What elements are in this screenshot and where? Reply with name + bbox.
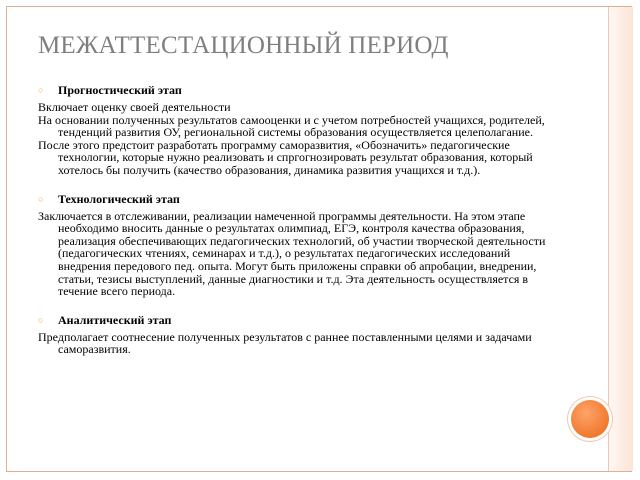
- stage-heading-label: Аналитический этап: [58, 312, 172, 327]
- stage-paragraph: Заключается в отслеживании, реализации намеченной программы деятельности. На этом этапе необходимо вносить данные о результатах олимпиад, ЕГЭ, контроля качества образования, реализация обеспечивающих педагогических технологий, об участии творческой деятельности (педагогических чтениях, семинарах и т.д.), о результатах педагогических исследований внедрения передового пед. опыта. Могут быть приложены справки об апробации, внедрении, статьи, тезисы выступлений, данные диагностики и т.д. Эта деятельность осуществляется в течение всего периода.: [38, 208, 546, 299]
- right-decorative-band: [609, 7, 633, 471]
- slide-title: МЕЖАТТЕСТАЦИОННЫЙ ПЕРИОД: [38, 32, 449, 59]
- stage-paragraph: Включает оценку своей деятельности: [38, 100, 231, 114]
- orange-circle-decoration: [571, 400, 609, 438]
- slide-content: [38, 83, 558, 356]
- circle-bullet-icon: ○: [38, 193, 44, 204]
- stage-heading: [38, 313, 558, 327]
- stage-paragraph: На основании полученных результатов самооценки и с учетом потребностей учащихся, родителей, тенденций развития ОУ, региональной системы образования осуществляется целеполагание.: [38, 112, 545, 140]
- stage-technological: [38, 192, 558, 298]
- stage-analytical: [38, 313, 558, 356]
- stage-heading: [38, 192, 558, 206]
- circle-bullet-icon: ○: [38, 314, 44, 325]
- circle-bullet-icon: ○: [38, 85, 44, 95]
- stage-heading: [38, 83, 558, 97]
- stage-prognostic: [38, 83, 558, 177]
- stage-heading-label: Прогностический этап: [58, 83, 182, 97]
- stage-paragraph: После этого предстоит разработать программу саморазвития, «Обозначить» педагогические технологии, которые нужно реализовать и спргогнозировать результат образования, который хотелось бы получить (качество образования, динамика развития учащихся и т.д.).: [38, 137, 533, 177]
- stage-heading-label: Технологический этап: [58, 191, 180, 206]
- stage-paragraph: Предполагает соотнесение полученных результатов с раннее поставленными целями и задачами саморазвития.: [38, 329, 532, 357]
